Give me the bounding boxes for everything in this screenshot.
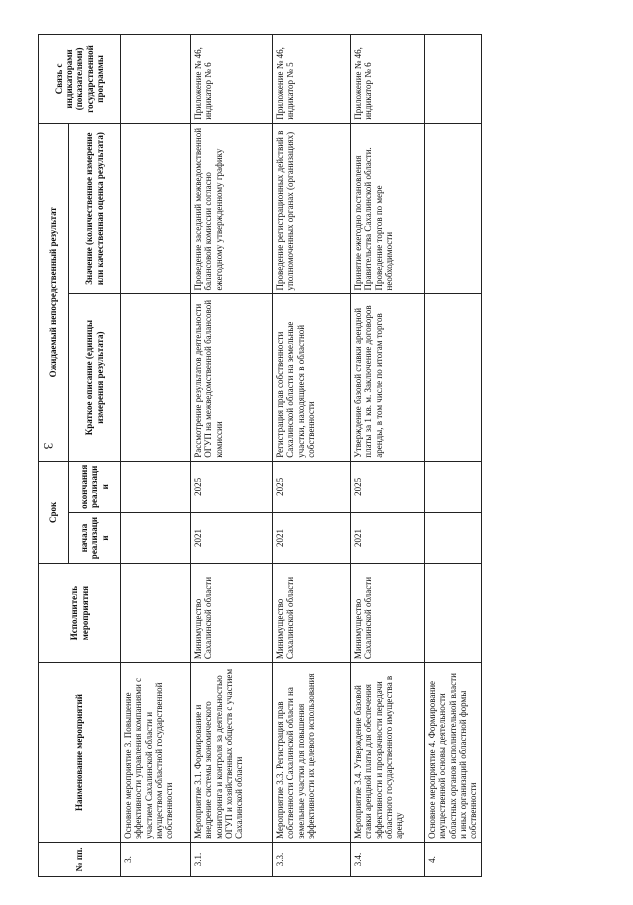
table-row [273, 35, 351, 877]
row-num: 3.1. [191, 842, 273, 876]
row-end: 2025 [351, 461, 425, 512]
table-row [425, 35, 482, 877]
row-desc [121, 294, 191, 461]
row-end [425, 461, 482, 512]
row-name: Мероприятие 3.4. Утверждение базовой ставки арендной платы для обеспечения эффективности и прозрачности передачи областного государственного имущества в аренду [351, 663, 425, 843]
header-link: Связь с индикаторами (показателями) государственной программы [39, 35, 121, 124]
row-desc [425, 294, 482, 461]
row-start: 2021 [273, 512, 351, 563]
row-num: 4. [425, 842, 482, 876]
row-start: 2021 [191, 512, 273, 563]
table-row [191, 35, 273, 877]
row-value: Проведение заседаний межведомственной балансовой комиссии согласно ежегодному утвержденному графику [191, 123, 273, 294]
header-term-end: окончания реализации [69, 461, 121, 512]
row-executor: Минимущество Сахалинской области [273, 564, 351, 663]
row-start: 2021 [351, 512, 425, 563]
row-value: Проведение регистрационных действий в уполномоченных органах (организациях) [273, 123, 351, 294]
header-executor: Исполнитель мероприятия [39, 564, 121, 663]
rotated-table-wrapper [38, 34, 479, 877]
row-executor [425, 564, 482, 663]
row-end [121, 461, 191, 512]
row-link [121, 35, 191, 124]
header-num: № пп. [39, 842, 121, 876]
row-name: Мероприятие 3.1. Формирование и внедрение системы экономического мониторинга и контроля за деятельностью ОГУП и хозяйственных обществ с участием Сахалинской области [191, 663, 273, 843]
row-value [425, 123, 482, 294]
row-link: Приложение № 46, индикатор № 6 [351, 35, 425, 124]
row-num: 3.3. [273, 842, 351, 876]
row-num: 3. [121, 842, 191, 876]
header-result: Ожидаемый непосредственный результат [39, 123, 69, 461]
header-term: Срок [39, 461, 69, 563]
row-num: 3.4. [351, 842, 425, 876]
header-result-desc: Краткое описание (единицы измерения результата) [69, 294, 121, 461]
row-executor: Минимущество Сахалинской области [351, 564, 425, 663]
row-value [121, 123, 191, 294]
row-desc: Рассмотрение результатов деятельности ОГУП на межведомственной балансовой комиссии [191, 294, 273, 461]
header-name: Наименование мероприятий [39, 663, 121, 843]
page-number: 3 [41, 442, 56, 450]
table-row [351, 35, 425, 877]
header-term-start: начала реализации [69, 512, 121, 563]
row-link [425, 35, 482, 124]
row-value: Принятие ежегодно постановления Правительства Сахалинской области. Проведение торгов по мере необходимости [351, 123, 425, 294]
activities-table [38, 34, 482, 877]
row-end: 2025 [191, 461, 273, 512]
header-result-value: Значение (количественное измерение или качественная оценка результата) [69, 123, 121, 294]
row-link: Приложение № 46, индикатор № 6 [191, 35, 273, 124]
row-name: Мероприятие 3.3. Регистрация прав собственности Сахалинской области на земельные участки для повышения эффективности их целевого использования [273, 663, 351, 843]
row-desc: Регистрация прав собственности Сахалинской области на земельные участки, находящиеся в областной собственности [273, 294, 351, 461]
row-name: Основное мероприятие 4. Формирование имущественной основы деятельности областных органов исполнительной власти и иных организаций областной формы собственности [425, 663, 482, 843]
row-executor [121, 564, 191, 663]
table-row [121, 35, 191, 877]
row-end: 2025 [273, 461, 351, 512]
row-desc: Утверждение базовой ставки арендной платы за 1 кв. м. Заключение договоров аренды, в том числе по итогам торгов [351, 294, 425, 461]
row-start [121, 512, 191, 563]
row-link: Приложение № 46, индикатор № 5 [273, 35, 351, 124]
row-executor: Минимущество Сахалинской области [191, 564, 273, 663]
row-name: Основное мероприятие 3. Повышение эффективности управления компаниями с участием Сахалинской области и имуществом областной государственной собственности [121, 663, 191, 843]
row-start [425, 512, 482, 563]
